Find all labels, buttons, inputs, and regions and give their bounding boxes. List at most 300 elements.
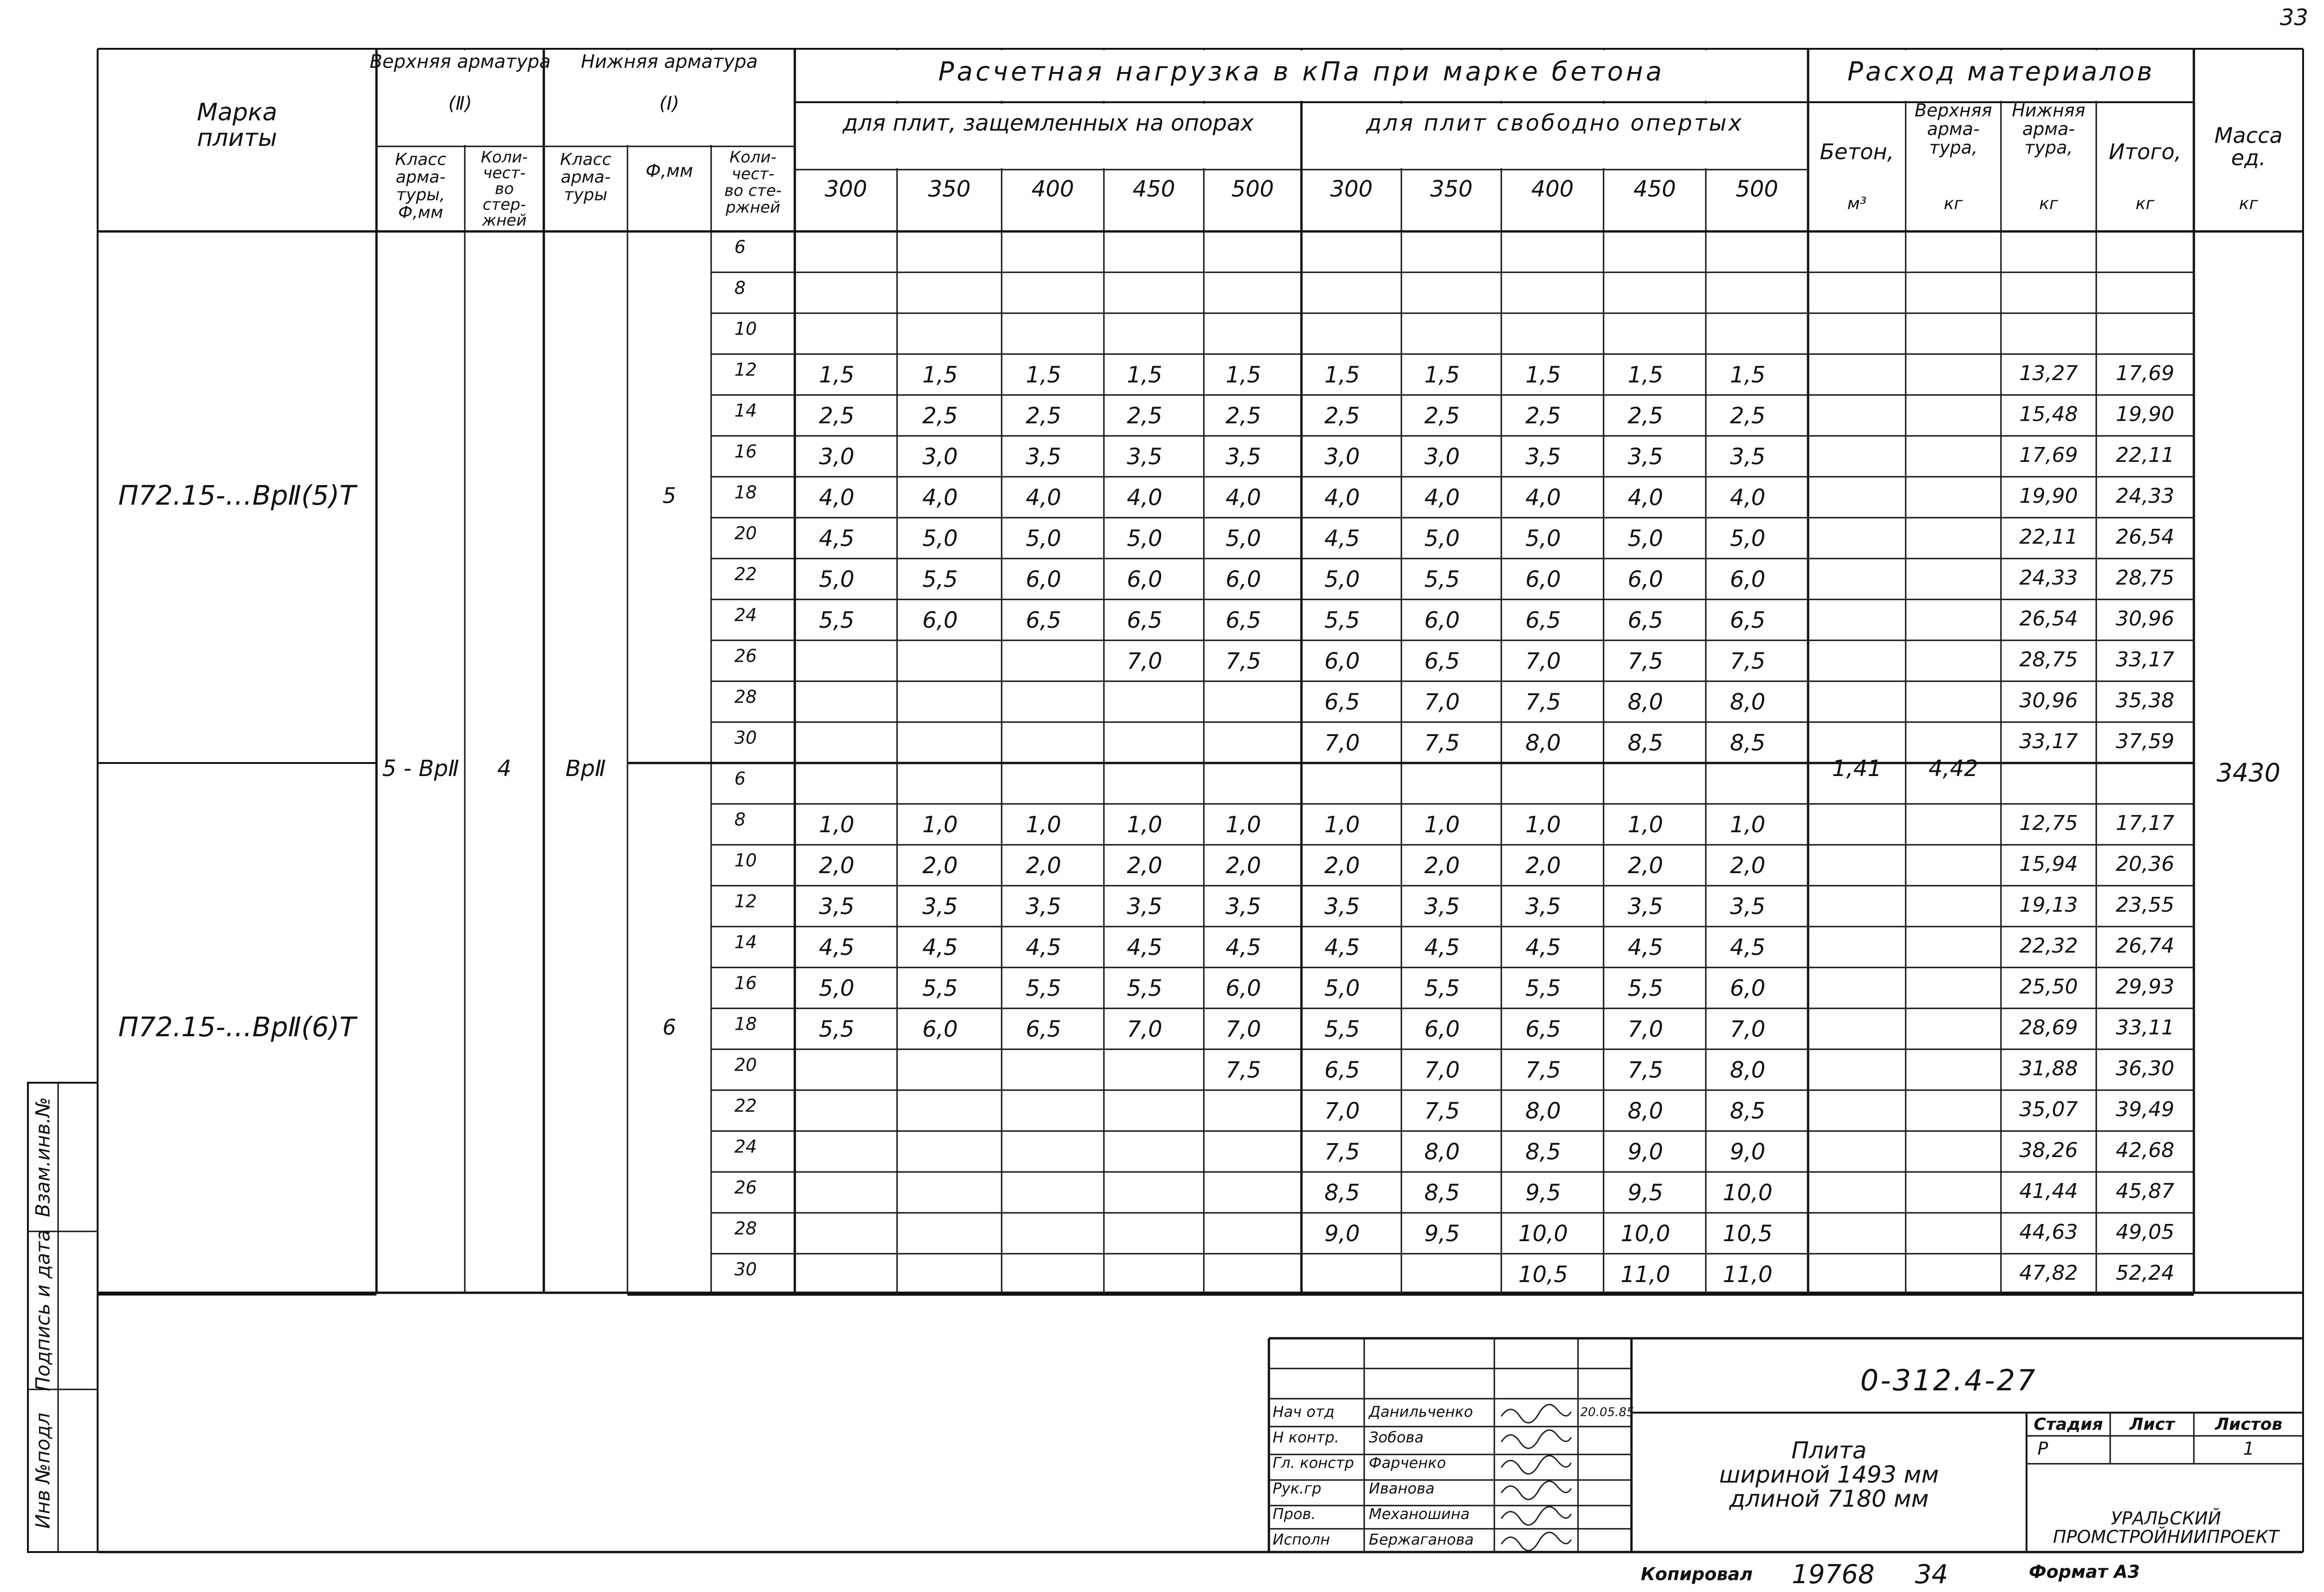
load-value: 5,5 xyxy=(922,975,958,1001)
bottom-reinf-mass: 13,27 xyxy=(2019,362,2078,385)
load-value: 1,0 xyxy=(1730,812,1766,838)
load-value: 8,0 xyxy=(1627,689,1664,715)
load-value: 6,0 xyxy=(922,607,958,633)
header-mark: плиты xyxy=(197,124,277,152)
load-value: 4,0 xyxy=(1225,485,1261,511)
bars-count: 24 xyxy=(734,605,757,625)
load-value: 8,5 xyxy=(1730,1098,1766,1124)
total-mass: 22,11 xyxy=(2116,443,2174,467)
load-value: 9,5 xyxy=(1525,1180,1561,1206)
load-value: 3,0 xyxy=(1424,444,1460,470)
load-value: 6,5 xyxy=(1127,607,1162,633)
load-value: 10,0 xyxy=(1723,1180,1773,1206)
total-mass: 30,96 xyxy=(2116,607,2174,631)
bottom-reinf-mass: 33,17 xyxy=(2019,730,2078,753)
total-mass: 17,17 xyxy=(2116,811,2174,835)
load-value: 4,0 xyxy=(1730,485,1766,511)
load-value: 11,0 xyxy=(1723,1262,1773,1288)
margin-sign-label: Подпись и дата xyxy=(31,1230,54,1391)
total-mass: 29,93 xyxy=(2116,975,2174,999)
load-value: 4,0 xyxy=(819,485,855,511)
load-value: 5,5 xyxy=(1324,1016,1360,1042)
header-bottom-diam: Ф,мм xyxy=(645,160,693,181)
load-value: 6,0 xyxy=(1627,566,1664,592)
load-value: 7,5 xyxy=(1525,689,1561,715)
load-value: 5,0 xyxy=(1324,566,1360,592)
load-value: 2,0 xyxy=(1525,853,1561,879)
load-value: 2,0 xyxy=(1127,853,1162,879)
bottom-reinf-mass: 28,69 xyxy=(2019,1016,2078,1039)
bars-count: 24 xyxy=(734,1136,757,1157)
bars-count: 18 xyxy=(734,1013,757,1034)
bottom-reinf-mass: 30,96 xyxy=(2019,689,2078,712)
header-total-unit: кг xyxy=(2135,194,2155,213)
header-mat-top: Верхняя xyxy=(1915,100,1992,121)
load-value: 9,0 xyxy=(1730,1139,1766,1165)
stamp-role: Н контр. xyxy=(1273,1428,1340,1446)
bars-count: 28 xyxy=(734,1218,757,1239)
header-bottom-class: Класс xyxy=(560,150,612,169)
load-value: 7,5 xyxy=(1225,648,1261,674)
mat-top-value: 4,42 xyxy=(1928,756,1978,782)
bars-count: 16 xyxy=(734,441,757,462)
header-mat-bottom: арма- xyxy=(2022,118,2075,139)
load-value: 4,5 xyxy=(1324,526,1360,552)
stamp-title: Плита xyxy=(1791,1437,1867,1464)
top-class-value: 5 - ВрⅡ xyxy=(382,756,459,782)
bottom-reinf-mass: 38,26 xyxy=(2019,1138,2078,1162)
load-value: 8,5 xyxy=(1730,730,1766,756)
load-value: 2,0 xyxy=(922,853,958,879)
margin-replace-label: Взам.инв.№ xyxy=(31,1097,54,1217)
load-value: 5,0 xyxy=(819,566,855,592)
load-value: 4,0 xyxy=(1025,485,1062,511)
load-value: 1,5 xyxy=(1730,362,1766,388)
stamp-role: Нач отд xyxy=(1273,1403,1335,1421)
stamp-title: длиной 7180 мм xyxy=(1729,1485,1929,1513)
load-value: 3,5 xyxy=(1730,444,1766,470)
total-mass: 28,75 xyxy=(2116,566,2174,590)
bars-count: 20 xyxy=(734,1054,757,1075)
header-grade-7: 400 xyxy=(1531,176,1574,202)
stamp-role: Пров. xyxy=(1273,1505,1316,1523)
load-value: 4,5 xyxy=(1424,934,1460,960)
bottom-reinf-mass: 15,48 xyxy=(2019,402,2078,426)
stamp-role: Рук.гр xyxy=(1273,1480,1321,1497)
load-value: 1,5 xyxy=(1525,362,1561,388)
bottom-reinf-mass: 28,75 xyxy=(2019,648,2078,671)
header-top-class: туры, xyxy=(396,185,445,204)
load-value: 8,5 xyxy=(1525,1139,1561,1165)
header-top-reinf: Верхняя арматура xyxy=(370,51,551,72)
header-grade-6: 350 xyxy=(1430,176,1473,202)
stamp-stage-value: Р xyxy=(2037,1438,2048,1459)
footer-copied: Копировал xyxy=(1641,1564,1753,1585)
load-value: 4,0 xyxy=(1127,485,1162,511)
margin-inv-label: Инв №подл xyxy=(31,1413,54,1529)
load-value: 9,5 xyxy=(1627,1180,1664,1206)
signature-scribble xyxy=(1501,1481,1571,1500)
load-value: 4,0 xyxy=(922,485,958,511)
load-value: 3,0 xyxy=(1324,444,1360,470)
load-value: 4,5 xyxy=(1525,934,1561,960)
load-value: 8,0 xyxy=(1424,1139,1460,1165)
bars-count: 12 xyxy=(734,891,757,912)
header-top-class: Ф,мм xyxy=(398,203,443,222)
bars-count: 14 xyxy=(734,400,757,421)
bars-count: 30 xyxy=(734,727,757,748)
bars-count: 10 xyxy=(734,318,757,339)
load-value: 11,0 xyxy=(1620,1262,1670,1288)
bottom-reinf-mass: 17,69 xyxy=(2019,443,2078,467)
load-value: 5,0 xyxy=(1025,526,1062,552)
load-value: 4,5 xyxy=(819,526,855,552)
signature-scribble xyxy=(1501,1533,1571,1551)
total-mass: 23,55 xyxy=(2116,893,2174,917)
stamp-name: Иванова xyxy=(1369,1480,1435,1497)
load-value: 9,5 xyxy=(1424,1221,1460,1247)
header-concrete-unit: м³ xyxy=(1847,194,1867,213)
bars-count: 14 xyxy=(734,932,757,953)
top-count-value: 4 xyxy=(497,756,512,782)
header-top-count: во xyxy=(495,179,514,198)
footer-format: Формат А3 xyxy=(2029,1561,2140,1582)
load-value: 8,5 xyxy=(1627,730,1664,756)
load-value: 1,5 xyxy=(1225,362,1261,388)
load-value: 8,5 xyxy=(1424,1180,1460,1206)
stamp-name: Бержаганова xyxy=(1369,1531,1474,1548)
total-mass: 33,11 xyxy=(2116,1016,2174,1039)
load-value: 7,0 xyxy=(1424,689,1460,715)
load-value: 4,5 xyxy=(1627,934,1664,960)
total-mass: 39,49 xyxy=(2116,1098,2174,1121)
load-value: 2,0 xyxy=(819,853,855,879)
stamp-title: шириной 1493 мм xyxy=(1719,1461,1939,1488)
load-value: 3,5 xyxy=(1525,894,1561,920)
bars-count: 6 xyxy=(734,768,746,789)
load-value: 4,0 xyxy=(1424,485,1460,511)
load-value: 2,5 xyxy=(1025,403,1062,429)
header-grade-8: 450 xyxy=(1633,176,1676,202)
header-mass: Масса xyxy=(2214,123,2283,148)
header-bottom-count: Коли- xyxy=(729,148,777,167)
load-value: 4,5 xyxy=(922,934,958,960)
bottom-reinf-mass: 31,88 xyxy=(2019,1057,2078,1080)
total-mass: 52,24 xyxy=(2116,1261,2174,1285)
load-value: 7,0 xyxy=(1225,1016,1261,1042)
load-value: 2,5 xyxy=(1324,403,1360,429)
load-value: 1,5 xyxy=(922,362,958,388)
load-value: 5,0 xyxy=(819,975,855,1001)
stamp-stage-label: Стадия xyxy=(2034,1415,2103,1434)
load-value: 2,5 xyxy=(1127,403,1162,429)
load-value: 6,5 xyxy=(1324,1057,1360,1083)
load-value: 2,5 xyxy=(819,403,855,429)
load-value: 6,5 xyxy=(1324,689,1360,715)
load-value: 5,0 xyxy=(1730,526,1766,552)
bottom-reinf-mass: 15,94 xyxy=(2019,852,2078,876)
load-value: 3,5 xyxy=(1627,444,1664,470)
bars-count: 6 xyxy=(734,237,746,257)
header-mat-bottom: тура, xyxy=(2024,137,2073,158)
bars-count: 22 xyxy=(734,564,757,585)
plate-mark: П72.15-…ВрⅡ(6)Т xyxy=(118,1011,356,1043)
header-mass-unit: кг xyxy=(2239,194,2258,213)
load-value: 7,5 xyxy=(1424,730,1460,756)
header-top-class: арма- xyxy=(396,168,446,187)
load-value: 7,0 xyxy=(1730,1016,1766,1042)
header-bottom-count: ржней xyxy=(726,198,780,217)
header-mat-top-unit: кг xyxy=(1944,194,1963,213)
header-top-count: стер- xyxy=(482,195,526,214)
stamp-sheets-value: 1 xyxy=(2243,1438,2255,1459)
load-value: 1,0 xyxy=(1025,812,1062,838)
load-value: 3,5 xyxy=(1324,894,1360,920)
load-value: 2,5 xyxy=(1627,403,1664,429)
stamp-date: 20.05.85 xyxy=(1580,1405,1634,1420)
load-value: 1,5 xyxy=(1324,362,1360,388)
stamp-org-2: ПРОМСТРОЙНИИПРОЕКТ xyxy=(2053,1526,2279,1547)
load-value: 5,5 xyxy=(1324,607,1360,633)
load-value: 1,0 xyxy=(1324,812,1360,838)
bars-count: 28 xyxy=(734,686,757,707)
load-value: 2,0 xyxy=(1424,853,1460,879)
load-value: 2,5 xyxy=(1525,403,1561,429)
load-value: 4,5 xyxy=(1225,934,1261,960)
load-value: 3,5 xyxy=(1127,444,1162,470)
load-value: 4,5 xyxy=(819,934,855,960)
signature-scribble xyxy=(1501,1430,1571,1448)
header-mass: ед. xyxy=(2231,145,2266,171)
load-value: 6,0 xyxy=(1525,566,1561,592)
total-mass: 24,33 xyxy=(2116,484,2174,508)
stamp-role: Исполн xyxy=(1273,1531,1330,1548)
header-bottom-count: чест- xyxy=(732,164,774,184)
header-mat-bottom: Нижняя xyxy=(2012,100,2086,121)
header-bottom-count: во сте- xyxy=(724,181,782,200)
load-value: 4,5 xyxy=(1127,934,1162,960)
total-mass: 49,05 xyxy=(2116,1220,2174,1244)
bars-count: 8 xyxy=(734,809,746,830)
stamp-name: Фарченко xyxy=(1369,1454,1446,1472)
total-mass: 19,90 xyxy=(2116,402,2174,426)
load-value: 6,5 xyxy=(1225,607,1261,633)
load-value: 7,0 xyxy=(1324,1098,1360,1124)
bars-count: 20 xyxy=(734,523,757,544)
bottom-reinf-mass: 24,33 xyxy=(2019,566,2078,590)
load-value: 5,5 xyxy=(1525,975,1561,1001)
load-value: 6,5 xyxy=(1025,1016,1062,1042)
bars-count: 26 xyxy=(734,645,757,666)
sheet-number: 33 xyxy=(2280,5,2309,31)
load-value: 6,0 xyxy=(1730,975,1766,1001)
bars-count: 22 xyxy=(734,1095,757,1116)
bars-count: 10 xyxy=(734,850,757,871)
load-value: 10,0 xyxy=(1620,1221,1670,1247)
load-value: 7,0 xyxy=(1127,648,1162,674)
load-value: 5,5 xyxy=(1424,566,1460,592)
stamp-sheets-label: Листов xyxy=(2215,1415,2283,1434)
load-value: 4,5 xyxy=(1730,934,1766,960)
header-total: Итого, xyxy=(2108,139,2182,164)
footer-copy-no: 19768 xyxy=(1792,1559,1875,1590)
bottom-reinf-mass: 19,13 xyxy=(2019,893,2078,917)
total-mass: 26,54 xyxy=(2116,525,2174,549)
load-value: 4,5 xyxy=(1324,934,1360,960)
load-value: 3,5 xyxy=(1730,894,1766,920)
load-value: 6,0 xyxy=(1225,566,1261,592)
header-bottom-class: туры xyxy=(564,185,607,204)
load-value: 3,5 xyxy=(1424,894,1460,920)
stamp-org-1: УРАЛЬСКИЙ xyxy=(2111,1508,2221,1529)
plate-mark: П72.15-…ВрⅡ(5)Т xyxy=(118,480,356,512)
bars-count: 26 xyxy=(734,1177,757,1198)
bars-count: 16 xyxy=(734,973,757,993)
load-value: 6,0 xyxy=(1730,566,1766,592)
load-value: 7,0 xyxy=(1127,1016,1162,1042)
load-value: 2,5 xyxy=(1424,403,1460,429)
header-mat-top: тура, xyxy=(1929,137,1978,158)
bottom-reinf-mass: 41,44 xyxy=(2019,1179,2078,1203)
load-value: 5,5 xyxy=(1627,975,1664,1001)
load-value: 4,0 xyxy=(1324,485,1360,511)
load-value: 6,0 xyxy=(1424,607,1460,633)
load-value: 6,0 xyxy=(1225,975,1261,1001)
load-value: 6,5 xyxy=(1025,607,1062,633)
header-bottom-reinf-sub: (Ⅰ) xyxy=(659,93,680,114)
header-top-count: жней xyxy=(482,211,527,230)
load-value: 3,5 xyxy=(922,894,958,920)
bottom-reinf-mass: 26,54 xyxy=(2019,607,2078,631)
load-value: 2,5 xyxy=(1730,403,1766,429)
load-value: 1,0 xyxy=(1627,812,1664,838)
bottom-reinf-mass: 22,32 xyxy=(2019,934,2078,958)
load-value: 1,5 xyxy=(1127,362,1162,388)
header-grade-1: 350 xyxy=(928,176,971,202)
load-value: 6,5 xyxy=(1525,607,1561,633)
load-value: 8,0 xyxy=(1525,1098,1561,1124)
load-value: 10,5 xyxy=(1723,1221,1773,1247)
load-value: 8,5 xyxy=(1324,1180,1360,1206)
load-value: 8,0 xyxy=(1730,689,1766,715)
load-value: 4,0 xyxy=(1525,485,1561,511)
load-value: 5,5 xyxy=(922,566,958,592)
load-value: 1,0 xyxy=(1525,812,1561,838)
load-value: 7,0 xyxy=(1627,1016,1664,1042)
load-value: 7,5 xyxy=(1225,1057,1261,1083)
stamp-name: Механошина xyxy=(1369,1505,1470,1523)
header-bottom-reinf: Нижняя арматура xyxy=(581,51,758,72)
total-mass: 26,74 xyxy=(2116,934,2174,958)
load-value: 5,0 xyxy=(922,526,958,552)
load-value: 2,0 xyxy=(1225,853,1261,879)
load-value: 7,5 xyxy=(1627,648,1664,674)
header-grade-4: 500 xyxy=(1231,176,1274,202)
bars-count: 12 xyxy=(734,359,757,380)
header-grade-9: 500 xyxy=(1736,176,1778,202)
bars-count: 30 xyxy=(734,1259,757,1280)
load-value: 2,5 xyxy=(922,403,958,429)
load-value: 7,5 xyxy=(1627,1057,1664,1083)
load-value: 2,0 xyxy=(1730,853,1766,879)
stamp-role: Гл. констр xyxy=(1273,1454,1354,1472)
header-clamped: для плит, защемленных на опорах xyxy=(842,110,1254,136)
header-concrete: Бетон, xyxy=(1820,139,1894,164)
load-value: 5,5 xyxy=(1424,975,1460,1001)
header-grade-0: 300 xyxy=(825,176,867,202)
load-value: 7,0 xyxy=(1424,1057,1460,1083)
bottom-reinf-mass: 25,50 xyxy=(2019,975,2078,999)
load-value: 5,0 xyxy=(1627,526,1664,552)
load-value: 4,5 xyxy=(1025,934,1062,960)
load-value: 2,0 xyxy=(1025,853,1062,879)
load-value: 7,5 xyxy=(1324,1139,1360,1165)
load-value: 4,0 xyxy=(1627,485,1664,511)
signature-scribble xyxy=(1501,1405,1571,1423)
total-mass: 42,68 xyxy=(2116,1138,2174,1162)
stamp-name: Данильченко xyxy=(1369,1403,1473,1421)
load-value: 6,5 xyxy=(1730,607,1766,633)
bars-count: 8 xyxy=(734,277,746,298)
header-grade-3: 450 xyxy=(1132,176,1175,202)
load-value: 6,5 xyxy=(1525,1016,1561,1042)
load-value: 3,5 xyxy=(1225,894,1261,920)
load-value: 8,0 xyxy=(1627,1098,1664,1124)
bottom-diameter: 6 xyxy=(662,1014,676,1040)
load-value: 5,5 xyxy=(1025,975,1062,1001)
load-value: 3,5 xyxy=(819,894,855,920)
total-mass: 35,38 xyxy=(2116,689,2174,712)
doc-code: 0-312.4-27 xyxy=(1860,1363,2037,1398)
load-value: 5,0 xyxy=(1324,975,1360,1001)
signature-scribble xyxy=(1501,1456,1571,1474)
header-mat-top: арма- xyxy=(1927,118,1980,139)
total-mass: 33,17 xyxy=(2116,648,2174,671)
load-value: 5,5 xyxy=(1127,975,1162,1001)
total-mass: 17,69 xyxy=(2116,362,2174,385)
load-value: 1,5 xyxy=(1025,362,1062,388)
bottom-reinf-mass: 12,75 xyxy=(2019,811,2078,835)
load-value: 3,0 xyxy=(922,444,958,470)
total-mass: 37,59 xyxy=(2116,730,2174,753)
total-mass: 20,36 xyxy=(2116,852,2174,876)
load-value: 3,5 xyxy=(1525,444,1561,470)
load-value: 6,0 xyxy=(1127,566,1162,592)
header-grade-2: 400 xyxy=(1031,176,1074,202)
stamp-sheet-label: Лист xyxy=(2129,1415,2175,1434)
load-value: 6,0 xyxy=(1324,648,1360,674)
load-value: 7,5 xyxy=(1730,648,1766,674)
load-value: 1,0 xyxy=(1225,812,1261,838)
load-value: 6,0 xyxy=(922,1016,958,1042)
load-value: 6,0 xyxy=(1424,1016,1460,1042)
load-value: 8,0 xyxy=(1525,730,1561,756)
load-value: 3,0 xyxy=(819,444,855,470)
load-value: 6,5 xyxy=(1627,607,1664,633)
total-mass: 36,30 xyxy=(2116,1057,2174,1080)
load-value: 5,5 xyxy=(819,1016,855,1042)
bottom-reinf-mass: 47,82 xyxy=(2019,1261,2078,1285)
footer-copy-page: 34 xyxy=(1915,1559,1948,1590)
bottom-reinf-mass: 22,11 xyxy=(2019,525,2078,549)
load-value: 6,5 xyxy=(1424,648,1460,674)
load-value: 5,0 xyxy=(1225,526,1261,552)
header-top-class: Класс xyxy=(395,150,447,169)
load-value: 1,5 xyxy=(819,362,855,388)
header-top-count: чест- xyxy=(483,164,526,183)
load-value: 9,0 xyxy=(1627,1139,1664,1165)
load-value: 1,5 xyxy=(1424,362,1460,388)
